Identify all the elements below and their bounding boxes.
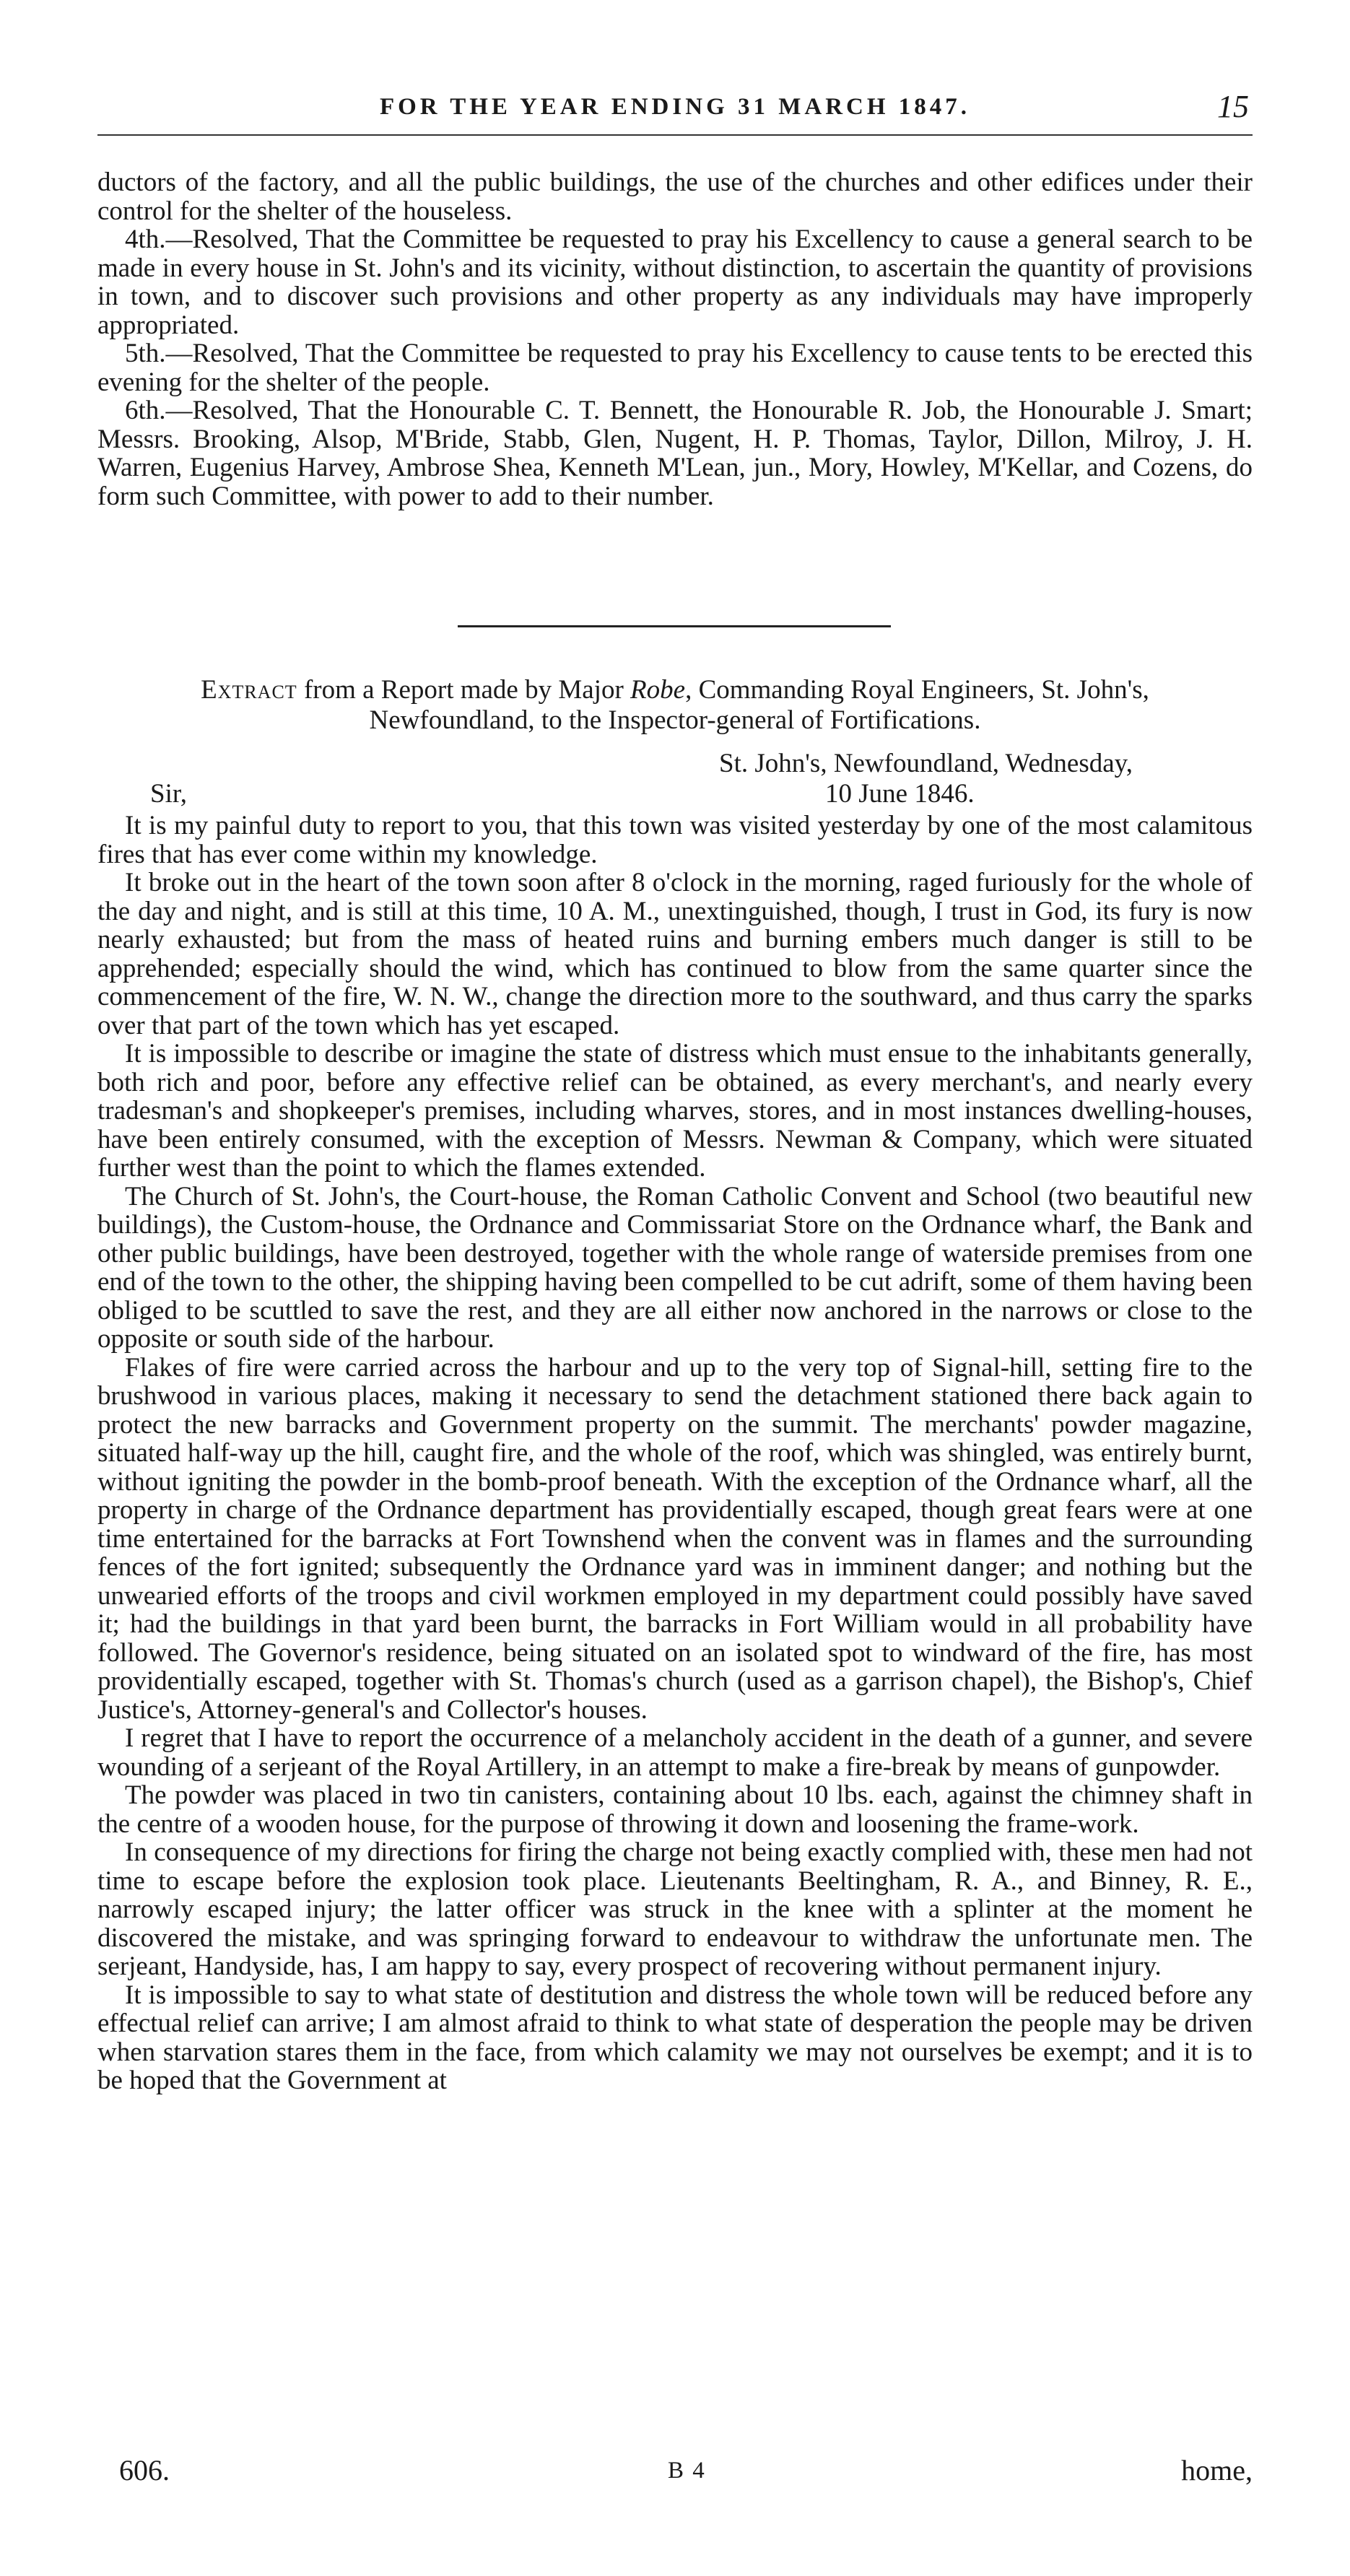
extract-title-text: from a Report made by Major	[297, 675, 631, 705]
running-head	[101, 85, 1249, 129]
running-title: FOR THE YEAR ENDING 31 MARCH 1847.	[379, 94, 971, 120]
report-body	[97, 811, 1253, 2095]
extract-title-line2: Newfoundland, to the Inspector-general of Fortifications.	[369, 705, 981, 735]
resolution-paragraph: 4th.—Resolved, That the Committee be requested to pray his Excellency to cause a general search to be made in every house in St. John's and its vicinity, without distinction, to ascertain the quantity of provisions in town, and to discover such provisions and other property as any individuals may have improperly appropriated.	[97, 225, 1253, 340]
resolution-paragraph: 5th.—Resolved, That the Committee be requested to pray his Excellency to cause tents to be erected this evening for the shelter of the people.	[97, 339, 1253, 397]
report-paragraph: It broke out in the heart of the town soon after 8 o'clock in the morning, raged furiously for the whole of the day and night, and is still at this time, 10 A. M., unextinguished, though, I trust in God, its fury is now nearly exhausted; but from the mass of heated ruins and burning embers much danger is still to be apprehended; especially should the wind, which has continued to blow from the same quarter since the commencement of the fire, W. N. W., change the direction more to the southward, and thus carry the sparks over that part of the town which has yet escaped.	[97, 868, 1253, 1040]
extract-lead-word: Extract	[201, 675, 297, 705]
folio-number: 606.	[119, 2454, 170, 2486]
extract-title	[97, 675, 1253, 736]
report-paragraph: The powder was placed in two tin canisters, containing about 10 lbs. each, against the chimney shaft in the centre of a wooden house, for the purpose of throwing it down and loosening the frame-work.	[97, 1780, 1253, 1839]
page-number: 15	[1217, 89, 1249, 124]
catchword: home,	[1181, 2454, 1253, 2486]
extract-title-text: , Commanding Royal Engineers, St. John's,	[685, 675, 1149, 705]
dateline-date: 10 June 1846.	[825, 779, 975, 809]
report-paragraph: It is impossible to describe or imagine the state of distress which must ensue to the inhabitants generally, both rich and poor, before any effective relief can be obtained, as every merchant's, and nearly every tradesman's and shopkeeper's premises, including wharves, stores, and in most instances dwelling-houses, have been entirely consumed, with the exception of Messrs. Newman & Company, which were situated further west than the point to which the flames extended.	[97, 1039, 1253, 1183]
report-paragraph: I regret that I have to report the occurrence of a melancholy accident in the death of a gunner, and severe wounding of a serjeant of the Royal Artillery, in an attempt to make a fire-break by means of gunpowder.	[97, 1723, 1253, 1782]
page-footer	[97, 2453, 1253, 2489]
report-paragraph: In consequence of my directions for firing the charge not being exactly complied with, these men had not time to escape before the explosion took place. Lieutenants Beeltingham, R. A., and Binney, R. E., narrowly escaped injury; the latter officer was struck in the knee with a splinter at the moment he discovered the mistake, and was springing forward to endeavour to withdraw the unfortunate men. The serjeant, Handyside, has, I am happy to say, every prospect of recovering without permanent injury.	[97, 1837, 1253, 1981]
resolution-paragraph: 6th.—Resolved, That the Honourable C. T. Bennett, the Honourable R. Job, the Honourable J. Smart; Messrs. Brooking, Alsop, M'Bride, Stabb, Glen, Nugent, H. P. Thomas, Taylor, Dillon, Milroy, J. H. Warren, Eugenius Harvey, Ambrose Shea, Kenneth M'Lean, jun., Mory, Howley, M'Kellar, and Cozens, do form such Committee, with power to add to their number.	[97, 396, 1253, 511]
dateline-place: St. John's, Newfoundland, Wednesday,	[719, 749, 1133, 778]
header-rule	[97, 134, 1253, 136]
extract-author-name: Robe	[630, 675, 686, 705]
report-paragraph: Flakes of fire were carried across the harbour and up to the very top of Signal-hill, setting fire to the brushwood in various places, making it necessary to send the detachment stationed there back again to protect the new barracks and Government property on the summit. The merchants' powder magazine, situated half-way up the hill, caught fire, and the whole of the roof, which was shingled, was entirely burnt, without igniting the powder in the bomb-proof beneath. With the exception of the Ordnance wharf, all the property in charge of the Ordnance department has providentially escaped, though great fears were at one time entertained for the barracks at Fort Townshend when the convent was in flames and the surrounding fences of the fort ignited; subsequently the Ordnance yard was in imminent danger; and nothing but the unwearied efforts of the troops and civil workmen employed in my department could possibly have saved it; had the buildings in that yard been burnt, the barracks in Fort William would in all probability have followed. The Governor's residence, being situated on an isolated spot to windward of the fire, has most providentially escaped, together with St. Thomas's church (used as a garrison chapel), the Bishop's, Chief Justice's, Attorney-general's and Collector's houses.	[97, 1352, 1253, 1725]
resolution-paragraph: ductors of the factory, and all the public buildings, the use of the churches and other edifices under their control for the shelter of the houseless.	[97, 167, 1253, 226]
resolutions-section	[97, 168, 1253, 510]
signature-mark: B 4	[668, 2458, 706, 2484]
report-paragraph: It is impossible to say to what state of destitution and distress the whole town will be reduced before any effectual relief can arrive; I am almost afraid to think to what state of desperation the people may be driven when starvation stares them in the face, from which calamity we may not ourselves be exempt; and it is to be hoped that the Government at	[97, 1980, 1253, 2095]
report-paragraph: The Church of St. John's, the Court-house, the Roman Catholic Convent and School (two beautiful new buildings), the Custom-house, the Ordnance and Commissariat Store on the Ordnance wharf, the Bank and other public buildings, have been destroyed, together with the whole range of waterside premises from one end of the town to the other, the shipping having been compelled to be cut adrift, some of them having been obliged to be scuttled to save the rest, and they are all either now anchored in the narrows or close to the opposite or south side of the harbour.	[97, 1181, 1253, 1354]
report-paragraph: It is my painful duty to report to you, that this town was visited yesterday by one of the most calamitous fires that has ever come within my knowledge.	[97, 811, 1253, 869]
section-divider	[458, 625, 891, 627]
salutation: Sir,	[150, 779, 187, 809]
